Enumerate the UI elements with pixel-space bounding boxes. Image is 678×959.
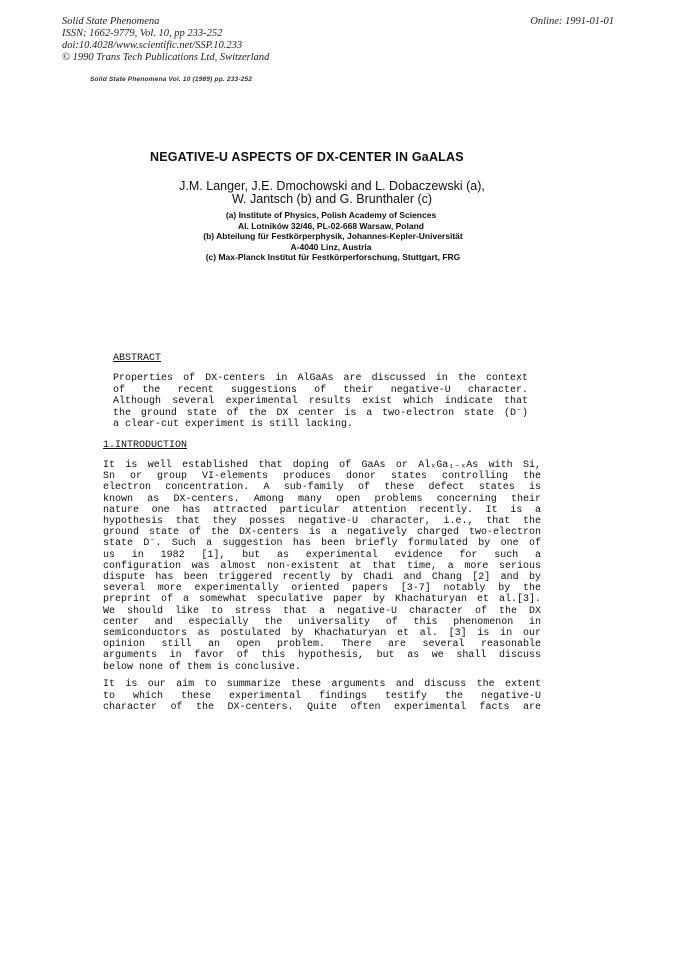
text-line: It is our aim to summarize these arguments and discuss the extent (103, 679, 541, 690)
text-line: character of the DX-centers. Quite often experimental facts are (103, 702, 541, 713)
text-line: dispute has been triggered recently by Chadi and Chang [2] and by (103, 572, 541, 584)
text-line: us in 1982 [1], but as experimental evidence for such a (103, 549, 541, 561)
text-line: below none of them is conclusive. (103, 661, 302, 673)
abstract-line: of the recent suggestions of their negative-U character. (113, 384, 528, 396)
text-line: preprint of a somewhat speculative paper by Khachaturyan et al.[3]. (103, 594, 541, 606)
text-line: opinion still an open problem. There are several reasonable (103, 639, 541, 651)
copyright-line: © 1990 Trans Tech Publications Ltd, Switzerland (62, 52, 270, 63)
running-head: Solid State Phenomena Vol. 10 (1989) pp. 233-252 (90, 76, 253, 83)
text-line: hypothesis that they posses negative-U character, i.e., that the (103, 516, 541, 528)
text-line: center and especially the universality of this phenomenon in (103, 616, 541, 628)
text-line: We should like to stress that a negative-U character of the DX (103, 605, 541, 617)
doi-line: doi:10.4028/www.scientific.net/SSP.10.233 (62, 40, 243, 51)
affiliation-line: (b) Abteilung für Festkörperphysik, Johannes-Kepler-Universität (203, 231, 463, 241)
affiliation-line: A-4040 Linz, Austria (290, 241, 372, 252)
text-line: Sn or group VI-elements produces donor states controlling the (103, 471, 541, 483)
abstract-body (113, 373, 528, 431)
text-line: arguments in favor of this hypothesis, but as we shall discuss (103, 650, 541, 662)
introduction-heading: 1.INTRODUCTION (103, 440, 188, 451)
abstract-line: Properties of DX-centers in AlGaAs are discussed in the context (113, 373, 528, 384)
author-line: J.M. Langer, J.E. Dmochowski and L. Dobaczewski (a), (179, 179, 485, 193)
abstract-line: Although several experimental results exist which indicate that (113, 396, 528, 407)
affiliation-line: (a) Institute of Physics, Polish Academy of Sciences (225, 210, 437, 220)
online-date: Online: 1991-01-01 (530, 16, 614, 27)
text-line: nature one has attracted particular attention recently. It is a (103, 504, 541, 516)
journal-name: Solid State Phenomena (62, 16, 160, 27)
affiliation-line: Al. Lotników 32/46, PL-02-668 Warsaw, Poland (238, 220, 424, 231)
text-line: known as DX-centers. Among many open problems concerning their (103, 493, 541, 505)
introduction-paragraph-1 (103, 460, 541, 673)
affiliation-list (0, 210, 678, 263)
text-line: to which these experimental findings testify the negative-U (103, 690, 541, 702)
abstract-line: the ground state of the DX center is a two-electron state (D⁻) (113, 407, 528, 419)
author-list (0, 180, 678, 206)
abstract-heading: ABSTRACT (113, 353, 162, 364)
text-line: ground state of the DX-centers is a negatively charged two-electron (103, 527, 541, 539)
text-line: configuration was almost non-existent at that time, a more serious (103, 560, 541, 572)
text-line: electron concentration. A sub-family of these defect states is (103, 482, 541, 494)
text-line: several more experimentally oriented papers [3-7] notably by the (103, 583, 541, 595)
issn-line: ISSN: 1662-9779, Vol. 10, pp 233-252 (62, 28, 223, 39)
paper-title: NEGATIVE-U ASPECTS OF DX-CENTER IN GaALAS (150, 150, 464, 164)
introduction-paragraph-2 (103, 679, 541, 714)
text-line: semiconductors as postulated by Khachaturyan et al. [3] is in our (103, 628, 541, 640)
author-line: W. Jantsch (b) and G. Brunthaler (c) (231, 192, 433, 206)
abstract-line: a clear-cut experiment is still lacking. (113, 419, 354, 430)
affiliation-line: (c) Max-Planck Institut für Festkörperforschung, Stuttgart, FRG (205, 252, 461, 262)
text-line: It is well established that doping of GaAs or AlₓGa₁₋ₓAs with Si, (103, 460, 541, 471)
journal-metadata (62, 16, 269, 64)
text-line: state D⁻. Such a suggestion has been briefly formulated by one of (103, 538, 541, 550)
